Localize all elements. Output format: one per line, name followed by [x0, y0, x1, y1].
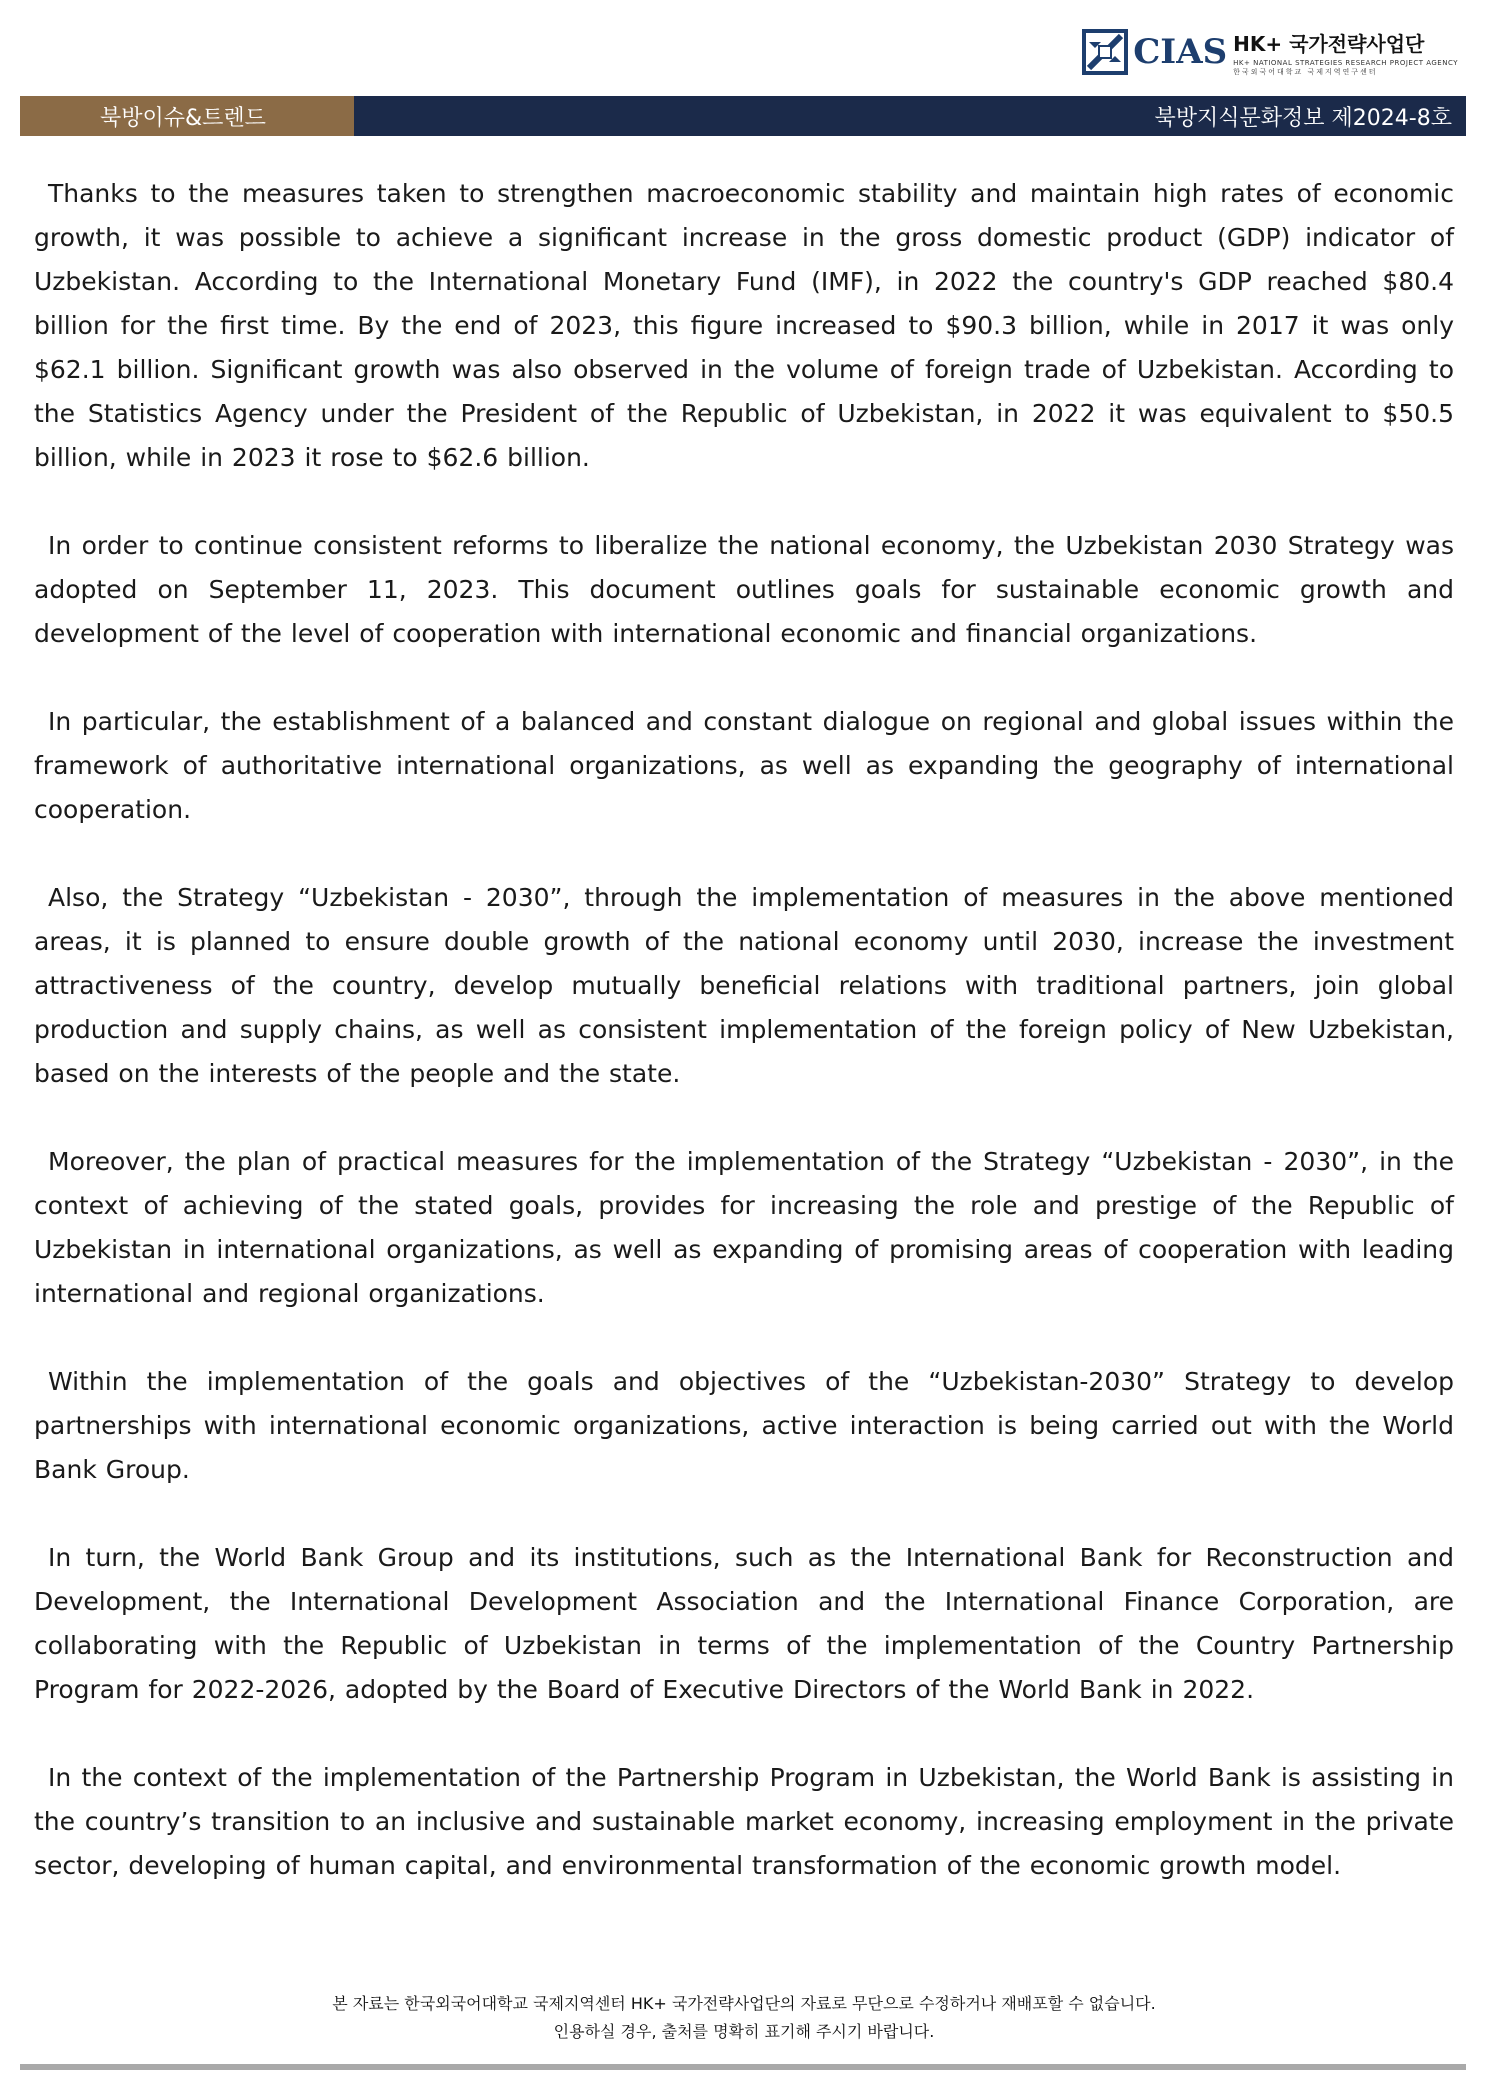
paragraph: In order to continue consistent reforms to liberalize the national economy, the Uzbekistan 2030 Strategy was adopted on September 11, 2023. This document outlines goals for sustainable economic growth and development of the level of cooperation with international economic and financial organizations. — [34, 531, 1454, 648]
logo-title: HK+ 국가전략사업단 — [1233, 31, 1425, 56]
footer-notice — [0, 1990, 1488, 2046]
paragraph: Within the implementation of the goals and objectives of the “Uzbekistan-2030” Strategy to develop partnerships with international economic organizations, active interaction is being carried out with the World Bank Group. — [34, 1367, 1454, 1484]
article-body — [34, 172, 1454, 1932]
paragraph: In turn, the World Bank Group and its institutions, such as the International Bank for Reconstruction and Development, the International Development Association and the International Finance Corporation, are collaborating with the Republic of Uzbekistan in terms of the implementation of the Country Partnership Program for 2022-2026, adopted by the Board of Executive Directors of the World Bank in 2022. — [34, 1543, 1454, 1704]
logo-subtitle-kr: 한국외국어대학교 국제지역연구센터 — [1233, 67, 1378, 76]
footer-line-1: 본 자료는 한국외국어대학교 국제지역센터 HK+ 국가전략사업단의 자료로 무단으로 수정하거나 재배포할 수 없습니다. — [332, 1994, 1156, 2013]
logo-brand: CIAS — [1133, 32, 1228, 72]
paragraph: In particular, the establishment of a balanced and constant dialogue on regional and global issues within the framework of authoritative international organizations, as well as expanding the geography of international cooperation. — [34, 707, 1454, 824]
header-bar — [20, 96, 1466, 136]
paragraph: Moreover, the plan of practical measures for the implementation of the Strategy “Uzbekistan - 2030”, in the context of achieving of the stated goals, provides for increasing the role and prestige of the Republic of Uzbekistan in international organizations, as well as expanding of promising areas of cooperation with leading international and regional organizations. — [34, 1147, 1454, 1308]
section-label: 북방이슈&트렌드 — [20, 96, 354, 136]
logo-subtitle-en: HK+ NATIONAL STRATEGIES RESEARCH PROJECT AGENCY — [1233, 58, 1458, 67]
paragraph: Also, the Strategy “Uzbekistan - 2030”, through the implementation of measures in the above mentioned areas, it is planned to ensure double growth of the national economy until 2030, increase the investment attractiveness of the country, develop mutually beneficial relations with traditional partners, join global production and supply chains, as well as consistent implementation of the foreign policy of New Uzbekistan, based on the interests of the people and the state. — [34, 883, 1454, 1088]
issue-label: 북방지식문화정보 제2024-8호 — [354, 96, 1466, 136]
cias-emblem-icon — [1081, 28, 1129, 76]
paragraph: In the context of the implementation of the Partnership Program in Uzbekistan, the World Bank is assisting in the country’s transition to an inclusive and sustainable market economy, increasing employment in the private sector, developing of human capital, and environmental transformation of the economic growth model. — [34, 1763, 1454, 1880]
footer-line-2: 인용하실 경우, 출처를 명확히 표기해 주시기 바랍니다. — [553, 2022, 935, 2041]
paragraph: Thanks to the measures taken to strengthen macroeconomic stability and maintain high rates of economic growth, it was possible to achieve a significant increase in the gross domestic product (GDP) indicator of Uzbekistan. According to the International Monetary Fund (IMF), in 2022 the country's GDP reached $80.4 billion for the first time. By the end of 2023, this figure increased to $90.3 billion, while in 2017 it was only $62.1 billion. Significant growth was also observed in the volume of foreign trade of Uzbekistan. According to the Statistics Agency under the President of the Republic of Uzbekistan, in 2022 it was equivalent to $50.5 billion, while in 2023 it rose to $62.6 billion. — [34, 179, 1454, 472]
footer-divider — [20, 2064, 1466, 2070]
cias-logo — [1081, 26, 1458, 78]
